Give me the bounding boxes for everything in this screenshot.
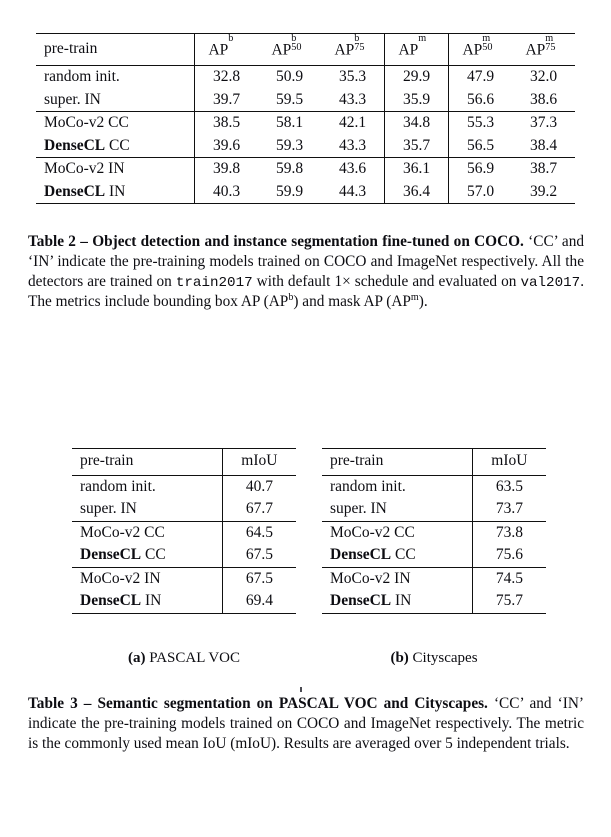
row-label: MoCo-v2 IN [36,158,195,181]
row-label: random init. [322,475,472,498]
table-3b-header-row [322,449,546,476]
metric-cell: 56.9 [466,160,495,177]
miou-cell: 40.7 [245,477,273,495]
table-2-caption-sup-b: b [288,292,294,304]
miou-cell: 75.6 [495,546,523,563]
table-2-caption-sup-m: m [410,292,419,304]
table-2-caption-body-2: with default 1× schedule and evaluated on [252,272,521,290]
column-header-miou: mIoU [491,452,528,469]
metric-cell: 35.9 [385,89,449,112]
table-row [322,590,546,613]
method-name-bold: DenseCL [330,592,392,609]
metric-cell: 32.0 [529,68,558,85]
metric-cell: 39.2 [512,181,575,204]
table-3b-body [322,475,546,613]
table-row [72,567,296,590]
method-name-bold: DenseCL [80,546,142,563]
column-header-ap-m-50: AP m 50 [462,32,493,59]
table-row [36,66,575,89]
metric-cell: 56.6 [466,90,495,108]
table-2-caption-head: Table 2 – Object detection and instance segmentation fine-tuned on COCO. [28,233,524,250]
row-label: random init. [36,66,195,89]
row-label: super. IN [72,498,222,521]
table-row [72,475,296,498]
table-row [72,590,296,613]
metric-cell: 38.4 [529,136,558,154]
row-label: MoCo-v2 IN [322,567,472,590]
miou-cell: 69.4 [222,590,296,613]
metric-cell: 59.8 [275,160,304,177]
metric-cell: 57.0 [449,181,513,204]
row-label: super. IN [322,498,472,521]
metric-cell: 59.3 [275,136,304,154]
miou-cell: 67.7 [245,500,273,517]
table-3a-subcaption-text: PASCAL VOC [145,650,240,666]
metric-cell: 38.5 [212,114,241,131]
metric-cell: 43.3 [321,89,385,112]
method-name-bold: DenseCL [44,182,106,200]
metric-cell: 39.7 [212,90,241,108]
column-header-ap-b: AP b [208,32,234,59]
table-2-container [36,33,575,204]
table-3a [72,448,296,614]
miou-cell: 67.5 [245,546,273,563]
scan-artifact-speck [300,687,302,692]
metric-cell: 36.1 [385,158,449,181]
metric-cell: 58.1 [275,114,304,131]
column-header-ap-m: AP m [385,34,449,66]
table-row [322,521,546,544]
miou-cell: 75.7 [472,590,546,613]
column-header-pre-train: pre-train [36,34,195,66]
row-label: DenseCL IN [72,590,222,613]
table-2-caption-body-5: ). [418,293,428,311]
table-2-caption-mono-val2017: val2017 [520,274,581,291]
table-row [72,498,296,521]
miou-cell: 73.8 [495,523,523,541]
metric-cell: 34.8 [385,112,449,135]
table-3a-subcaption-tag: (a) [128,650,146,666]
miou-cell: 74.5 [495,569,523,587]
row-label: DenseCL CC [322,544,472,567]
metric-cell: 42.1 [321,112,385,135]
column-header-ap-b-50: AP b 50 [271,32,302,59]
table-row [36,181,575,204]
table-row [72,544,296,567]
table-3b-container [322,448,546,614]
table-3-caption-body: ‘CC’ and ‘IN’ indicate the pre-training models trained on COCO and ImageNet respectively. The metric is the commonly used mean IoU (mIoU). Results are averaged over 5 independent trials. [28,695,584,752]
table-row [36,112,575,135]
table-2-caption [28,232,584,312]
row-label: MoCo-v2 CC [36,112,195,135]
metric-cell: 56.5 [466,136,495,154]
row-label: MoCo-v2 CC [72,521,222,544]
table-row [72,521,296,544]
table-3b [322,448,546,614]
miou-cell: 64.5 [245,523,273,541]
table-3a-header [72,449,296,476]
table-3b-subcaption-tag: (b) [390,650,409,666]
table-row [322,567,546,590]
metric-cell: 44.3 [321,181,385,204]
table-3b-header [322,449,546,476]
metric-cell: 38.7 [529,160,558,177]
metric-cell: 40.3 [195,181,259,204]
table-2-header-row [36,34,575,66]
table-3b-subcaption-text: Cityscapes [408,650,478,666]
table-row [322,544,546,567]
metric-cell: 43.6 [321,158,385,181]
method-name-bold: DenseCL [44,136,106,154]
miou-cell: 73.7 [495,500,523,517]
metric-cell: 35.7 [385,135,449,158]
row-label: DenseCL CC [72,544,222,567]
table-2-caption-mono-train2017: train2017 [175,274,253,291]
metric-cell: 29.9 [385,66,449,89]
column-header-pre-train: pre-train [72,449,222,476]
metric-cell: 43.3 [321,135,385,158]
metric-cell: 32.8 [212,68,241,85]
table-row [36,135,575,158]
table-3a-body [72,475,296,613]
table-3a-container [72,448,296,614]
column-header-miou: mIoU [241,452,278,469]
table-3-caption [28,694,584,754]
table-row [36,89,575,112]
table-2-caption-body-3: . The metrics include bounding box AP (AP [28,272,585,311]
table-3a-subcaption [72,650,296,667]
table-2-body [36,66,575,204]
method-name-bold: DenseCL [80,592,142,609]
metric-cell: 55.3 [466,114,495,131]
metric-cell: 39.6 [212,136,241,154]
row-label: random init. [72,475,222,498]
row-label: MoCo-v2 IN [72,567,222,590]
table-2 [36,33,575,204]
column-header-ap-m-75: AP m 75 [525,32,556,59]
row-label: DenseCL IN [36,181,195,204]
row-label: DenseCL CC [36,135,195,158]
metric-cell: 59.5 [275,90,304,108]
table-2-caption-body-1: ‘CC’ and ‘IN’ indicate the pre-training models trained on COCO and ImageNet respectively. All the detectors are trained on [28,233,584,290]
miou-cell: 67.5 [245,569,273,587]
table-row [322,498,546,521]
metric-cell: 39.8 [212,160,241,177]
metric-cell: 47.9 [466,68,495,85]
metric-cell: 35.3 [321,66,385,89]
row-label: super. IN [36,89,195,112]
column-header-pre-train: pre-train [322,449,472,476]
table-row [36,158,575,181]
table-2-caption-body-4: ) and mask AP (AP [293,293,411,311]
metric-cell: 36.4 [385,181,449,204]
table-3a-header-row [72,449,296,476]
table-row [322,475,546,498]
miou-cell: 63.5 [495,477,523,495]
table-2-header [36,34,575,66]
metric-cell: 38.6 [529,90,558,108]
metric-cell: 37.3 [529,114,558,131]
column-header-ap-b-75: AP b 75 [321,34,385,66]
metric-cell: 50.9 [275,68,304,85]
method-name-bold: DenseCL [330,546,392,563]
metric-cell: 59.9 [258,181,321,204]
table-3-caption-head: Table 3 – Semantic segmentation on PASCAL VOC and Cityscapes. [28,695,488,712]
row-label: DenseCL IN [322,590,472,613]
table-3b-subcaption [322,650,546,667]
row-label: MoCo-v2 CC [322,521,472,544]
